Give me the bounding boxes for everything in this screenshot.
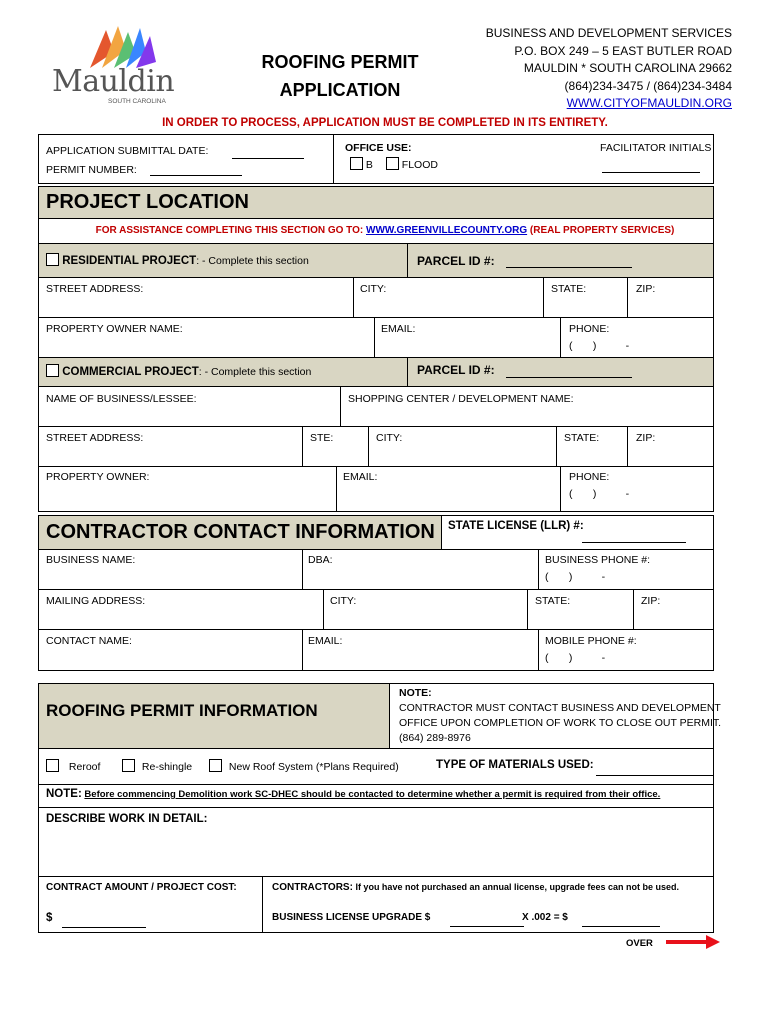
b-label: B [365, 159, 373, 171]
office-line1: BUSINESS AND DEVELOPMENT SERVICES [485, 26, 732, 40]
contractor-heading: CONTRACTOR CONTACT INFORMATION [46, 521, 435, 543]
contract-amount-dollar: $ [46, 912, 53, 924]
residential-parcel-field[interactable] [506, 255, 632, 268]
greenville-link[interactable]: WWW.GREENVILLECOUNTY.ORG [366, 225, 528, 236]
roofing-note-line3: (864) 289-8976 [399, 732, 471, 744]
commercial-note: : - Complete this section [198, 366, 312, 378]
commercial-label: COMMERCIAL PROJECT [62, 366, 199, 378]
roofing-note [399, 686, 721, 746]
res-zip-label: ZIP: [636, 283, 656, 295]
residential-checkbox[interactable] [46, 253, 59, 266]
res-owner-label: PROPERTY OWNER NAME: [46, 323, 183, 335]
contractor-state-label: STATE: [535, 595, 571, 607]
residential-label: RESIDENTIAL PROJECT [62, 255, 197, 267]
com-city-label: CITY: [376, 432, 403, 444]
reshingle-checkbox[interactable] [122, 759, 135, 772]
contract-amount-label: CONTRACT AMOUNT / PROJECT COST: [46, 882, 237, 893]
business-phone-label: BUSINESS PHONE #: [545, 554, 651, 566]
logo-sub: SOUTH CAROLINA [108, 98, 166, 105]
contractors-note: CONTRACTORS: If you have not purchased an annual license, upgrade fees can not be used. [272, 882, 680, 893]
business-phone-format[interactable]: ( ) - [545, 571, 606, 583]
commercial-checkbox[interactable] [46, 364, 59, 377]
project-location-heading: PROJECT LOCATION [46, 191, 249, 213]
shopping-center-label: SHOPPING CENTER / DEVELOPMENT NAME: [348, 393, 574, 405]
materials-label: TYPE OF MATERIALS USED: [436, 759, 594, 771]
describe-work-field[interactable] [42, 830, 710, 874]
state-license-label: STATE LICENSE (LLR) #: [448, 520, 584, 532]
com-owner-label: PROPERTY OWNER: [46, 471, 150, 483]
facilitator-field[interactable] [602, 160, 700, 173]
describe-work-label: DESCRIBE WORK IN DETAIL: [46, 813, 208, 825]
roofing-note-title: NOTE: [399, 687, 432, 699]
over-label: OVER [626, 938, 653, 949]
new-roof-checkbox[interactable] [209, 759, 222, 772]
dba-label: DBA: [308, 554, 333, 566]
res-phone-label: PHONE: [569, 323, 610, 335]
res-phone-format[interactable]: ( ) - [569, 340, 630, 352]
title-line1: ROOFING PERMIT [261, 52, 419, 72]
residential-note: : - Complete this section [196, 255, 309, 267]
upgrade-fee-field[interactable] [582, 914, 660, 927]
res-state-label: STATE: [551, 283, 587, 295]
roofing-heading: ROOFING PERMIT INFORMATION [46, 701, 318, 720]
b-checkbox[interactable] [350, 157, 363, 170]
com-ste-label: STE: [310, 432, 334, 444]
res-city-label: CITY: [360, 283, 387, 295]
business-lessee-label: NAME OF BUSINESS/LESSEE: [46, 393, 197, 405]
license-upgrade-field[interactable] [450, 914, 524, 927]
license-upgrade-label: BUSINESS LICENSE UPGRADE $ [272, 912, 431, 923]
reroof-label: Reroof [68, 761, 101, 773]
submittal-date-field[interactable] [232, 145, 304, 159]
office-line3: MAULDIN * SOUTH CAROLINA 29662 [523, 61, 732, 75]
mobile-phone-label: MOBILE PHONE #: [545, 635, 637, 647]
mobile-phone-format[interactable]: ( ) - [545, 652, 606, 664]
reroof-checkbox[interactable] [46, 759, 59, 772]
com-phone-label: PHONE: [569, 471, 610, 483]
office-line2: P.O. BOX 249 – 5 EAST BUTLER ROAD [514, 43, 732, 58]
mailing-address-label: MAILING ADDRESS: [46, 595, 146, 607]
new-roof-label: New Roof System (*Plans Required) [228, 761, 399, 773]
flood-label: FLOOD [401, 159, 438, 171]
submittal-date-label: APPLICATION SUBMITTAL DATE: [46, 145, 209, 157]
commercial-parcel-field[interactable] [506, 365, 632, 378]
multiplier-label: X .002 = $ [522, 912, 568, 923]
contract-amount-field[interactable] [62, 914, 146, 928]
office-use-label: OFFICE USE: [345, 142, 412, 154]
contact-name-label: CONTACT NAME: [46, 635, 132, 647]
mauldin-logo-icon [82, 22, 162, 70]
logo [52, 22, 192, 106]
reshingle-label: Re-shingle [141, 761, 193, 773]
com-state-label: STATE: [564, 432, 600, 444]
office-url-link[interactable]: WWW.CITYOFMAULDIN.ORG [566, 96, 732, 110]
facilitator-label: FACILITATOR INITIALS [600, 142, 712, 154]
contractor-city-label: CITY: [330, 595, 357, 607]
right-arrow-icon [666, 935, 720, 949]
office-line4: (864)234-3475 / (864)234-3484 [564, 78, 732, 93]
res-email-label: EMAIL: [381, 323, 416, 335]
assistance-note: FOR ASSISTANCE COMPLETING THIS SECTION GO TO: WWW.GREENVILLECOUNTY.ORG (REAL PROPERTY SERVICES) [95, 225, 675, 236]
logo-name: Mauldin [52, 64, 175, 99]
notice-text: IN ORDER TO PROCESS, APPLICATION MUST BE COMPLETED IN ITS ENTIRETY. [162, 117, 608, 129]
com-email-label: EMAIL: [343, 471, 378, 483]
business-name-label: BUSINESS NAME: [46, 554, 136, 566]
com-phone-format[interactable]: ( ) - [569, 488, 630, 500]
parcel-id-label: PARCEL ID #: [417, 254, 495, 268]
flood-checkbox[interactable] [386, 157, 399, 170]
office-address [486, 25, 732, 113]
contractor-email-label: EMAIL: [308, 635, 343, 647]
commercial-parcel-label: PARCEL ID #: [417, 363, 495, 377]
materials-field[interactable] [596, 762, 714, 776]
contractor-zip-label: ZIP: [641, 595, 661, 607]
com-zip-label: ZIP: [636, 432, 656, 444]
roofing-note-line2: OFFICE UPON COMPLETION OF WORK TO CLOSE OUT PERMIT. [399, 717, 722, 729]
com-street-label: STREET ADDRESS: [46, 432, 144, 444]
permit-number-field[interactable] [150, 164, 242, 176]
demolition-note: NOTE: Before commencing Demolition work SC-DHEC should be contacted to determine whether a permit is required from their office. [46, 788, 661, 800]
title-line2: APPLICATION [279, 80, 401, 100]
res-street-label: STREET ADDRESS: [46, 283, 144, 295]
roofing-note-line1: CONTRACTOR MUST CONTACT BUSINESS AND DEVELOPMENT [399, 702, 721, 714]
state-license-field[interactable] [582, 530, 686, 543]
permit-number-label: PERMIT NUMBER: [46, 164, 137, 176]
page-title [240, 48, 440, 104]
